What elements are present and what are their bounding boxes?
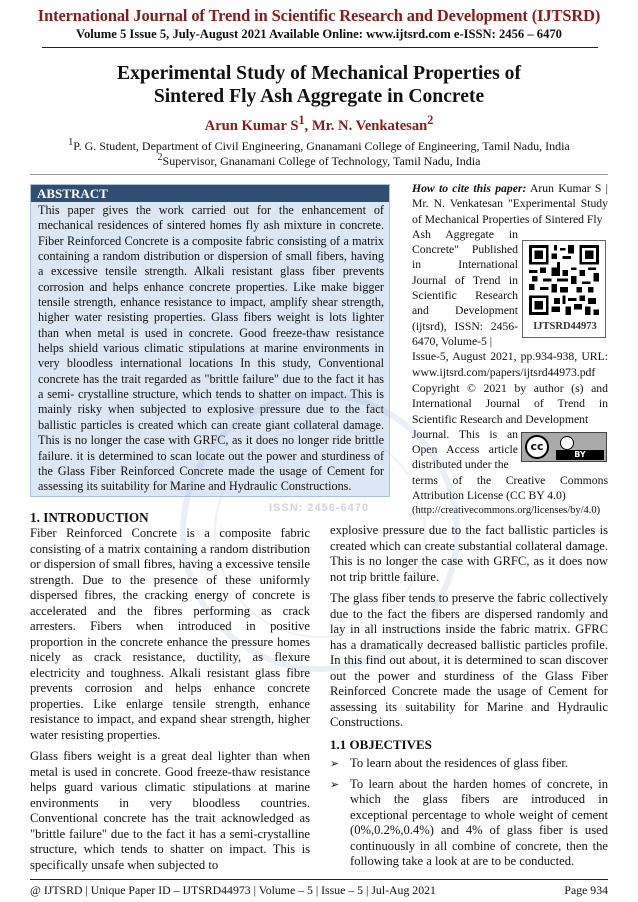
citation-text-bottom: Issue-5, August 2021, pp.934-938, URL: www.ijtsrd.com/papers/ijtsrd44973.pdf [412, 350, 608, 379]
right-column [330, 523, 608, 875]
footer-rule [30, 879, 608, 880]
paper-title-line-1: Experimental Study of Mechanical Properties of [117, 63, 521, 84]
citation-text-side: Ash Aggregate in Concrete" Published in International Journal of Trend in Scientific Research and Development (ijtsrd), ISSN: 2456-6470, Volume-5 | [412, 227, 518, 348]
arrow-bullet-icon: ➢ [330, 777, 340, 791]
introduction-paragraph-3: explosive pressure due to the fact ballistic particles is created which can create substantial collateral damage. This is no longer the case with GRFC, as it does now not trip brittle failure. [330, 523, 608, 584]
author-separator: , [304, 117, 312, 134]
arrow-bullet-icon: ➢ [330, 757, 340, 770]
affiliation-2 [0, 152, 638, 169]
cc-icon: cc [525, 435, 549, 459]
affiliation-1-mark: 1 [68, 137, 74, 148]
abstract-text: This paper gives the work carried out for the enhancement of mechanical residences of sintered homes fly ash mixture in concrete. Fiber Reinforced Concrete is a composite fabric consisting of a matrix containing a random distribution or dispersion of small fibers, having a excessive tensile strength. Alkali resistant glass fiber prevents corrosion and helps enhance concrete properties. Like make bigger tensile strength, enhance resistance to impact, amplify shear strength, higher water resisting properties. Glass fibers weight is lots lighter than when metal is used in concrete. Good freeze-thaw resistance helps shield various climatic stipulations at marine environments in very bloodless international locations In this study, Conventional concrete has the trait regarded as "brittle failure" due to the fact it has a semi- crystalline structure, which tends to shatter on impact. This is mainly risky when subjected to explosive pressure due to the fact ballistic particles is created which can create giant collateral damage. This is no longer the case with GRFC, as it does no longer ride brittle failure. it is determined to scan locate out the power and sturdiness of the Glass Fiber Reinforced Concrete made the usage of Cement for assessing its suitability for Marine and Hydraulic Constructions. [38, 203, 384, 494]
objective-text: To learn about the residences of glass fiber. [350, 756, 569, 770]
affiliation-2-text: Supervisor, Gnanamani College of Technology, Tamil Nadu, India [162, 154, 481, 168]
citation-colon: : [522, 182, 527, 195]
citation-label: How to cite this paper [412, 182, 523, 195]
journal-title: International Journal of Trend in Scientific Research and Development (IJTSRD) [37, 6, 601, 25]
license-url[interactable]: (http://creativecommons.org/licenses/by/4.0) [412, 505, 601, 517]
qr-paper-id: IJTSRD44973 [533, 321, 597, 332]
abstract-heading: ABSTRACT [31, 185, 389, 202]
objective-item [330, 777, 608, 870]
objective-item [330, 756, 608, 772]
affiliation-rule [30, 174, 608, 175]
left-column [30, 510, 310, 879]
footer-paper-info: @ IJTSRD | Unique Paper ID – IJTSRD44973 | Volume – 5 | Issue – 5 | Jul-Aug 2021 [30, 883, 436, 897]
introduction-heading: 1. INTRODUCTION [30, 510, 149, 525]
affiliation-2-mark: 2 [157, 152, 163, 163]
objective-text: To learn about the harden homes of concrete, in which the glass fibers are introduced in exceptional percentage to whole weight of cement (0%,0.2%,0.4%) and 4% of glass fiber is used continuously in all combine of concrete, then the following take a look at are to be conducted. [350, 776, 608, 868]
citation-text-top: Arun Kumar S | Mr. N. Venkatesan "Experimental Study of Mechanical Properties of Sintered Fly [412, 182, 609, 226]
person-icon [560, 436, 574, 450]
copyright-text-side: Journal. This is an Open Access article distributed under the [412, 427, 518, 472]
affiliation-1-text: P. G. Student, Department of Civil Engineering, Gnanamani College of Engineering, Tamil Nadu, India [73, 139, 570, 153]
copyright-text-bottom: terms of the Creative Commons Attribution License (CC BY 4.0) [412, 473, 608, 503]
cc-by-badge[interactable] [521, 432, 607, 462]
introduction-paragraph-4: The glass fiber tends to preserve the fabric collectively due to the fact the fibers are dispersed randomly and lay in all instructions inside the fabric matrix. GFRC has a dramatically decreased ballistic particles profile. In this find out about, it is determined to scan discover out the power and sturdiness of the Glass Fiber Reinforced Concrete made the usage of Cement for assessing its suitability for Marine and Hydraulic Constructions. [330, 591, 608, 729]
journal-volume-line: Volume 5 Issue 5, July-August 2021 Available Online: www.ijtsrd.com e-ISSN: 2456 – 6470 [76, 27, 562, 41]
citation-top [412, 181, 608, 227]
objectives-heading: 1.1 OBJECTIVES [330, 736, 432, 752]
cc-by-label: BY [556, 450, 604, 460]
author-2-affiliation-mark: 2 [427, 113, 434, 127]
paper-title [0, 62, 638, 108]
paper-title-line-2: Sintered Fly Ash Aggregate in Concrete [153, 86, 485, 107]
copyright-text-top: Copyright © 2021 by author (s) and International Journal of Trend in Scientific Research and Development [412, 382, 608, 426]
author-2: Mr. N. Venkatesan [311, 117, 428, 134]
author-1: Arun Kumar S [204, 117, 299, 134]
introduction-paragraph-2: Glass fibers weight is a great deal lighter than when metal is used in concrete. Good freeze-thaw resistance helps guard various climatic stipulations at marine environments in very bloodless countries. Conventional concrete has the trait acknowledged as "brittle failure" due to the fact it has a semi-crystalline structure, which tends to shatter on impact. This is specifically unsafe when subjected to [30, 749, 310, 872]
header-rule [42, 47, 598, 48]
introduction-paragraph-1: Fiber Reinforced Concrete is a composite fabric consisting of a matrix containing a random distribution or dispersion of small fibres, having a excessive tensile strength. Due to the presence of these uniformly dispersed fibres, the cracking energy of concrete is accelerated and the fibres performing as crack arresters. Fibers when introduced in positive proportion in the concrete enhance the pressure homes nicely as crack resistance, ductility, as flexure electricity and toughness. Alkali resistant glass fibre prevents corrosion and helps enhance concrete properties. Like enlarge tensile strength, enhance resistance to impact, and expand shear strength, higher water resisting properties. [30, 526, 310, 742]
qr-code-icon [529, 245, 599, 315]
qr-code-box[interactable] [522, 240, 606, 338]
author-1-affiliation-mark: 1 [298, 113, 305, 127]
watermark-issn: ISSN: 2456-6470 [269, 502, 369, 514]
footer-page-number: Page 934 [564, 883, 608, 897]
author-list [0, 113, 638, 135]
